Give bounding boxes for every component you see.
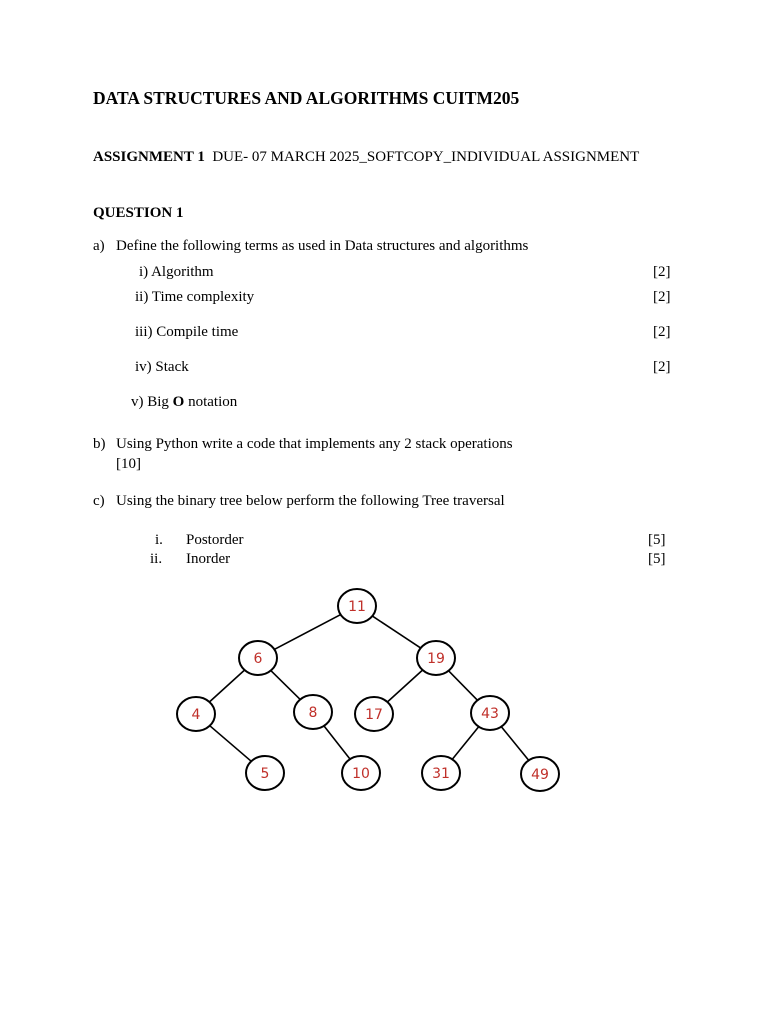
tree-node-label: 43: [481, 706, 499, 722]
tree-edge-11-6: [273, 614, 342, 650]
part-a-text: Define the following terms as used in Data structures and algorithms: [116, 238, 529, 254]
marks-inorder: [5]: [648, 551, 666, 567]
tree-node-label: 31: [432, 766, 450, 782]
assignment-detail: DUE- 07 MARCH 2025_SOFTCOPY_INDIVIDUAL ASSIGNMENT: [212, 149, 640, 165]
traversal-postorder: Postorder: [186, 532, 244, 548]
part-b-letter: b): [93, 436, 106, 452]
tree-edge-6-8: [270, 670, 301, 700]
tree-node-label: 8: [308, 705, 318, 721]
tree-node-49: [521, 757, 559, 791]
term-big-o-bold: O: [172, 394, 185, 410]
tree-node-6: [239, 641, 277, 675]
document-title: DATA STRUCTURES AND ALGORITHMS CUITM205: [93, 88, 520, 108]
term-stack: iv) Stack: [135, 359, 189, 375]
assignment-label: ASSIGNMENT 1: [93, 149, 205, 165]
tree-node-label: 4: [191, 707, 201, 723]
marks-algorithm: [2]: [653, 264, 671, 280]
tree-node-label: 49: [531, 767, 549, 783]
term-big-o-suffix: notation: [184, 394, 238, 410]
tree-node-4: [177, 697, 215, 731]
tree-node-label: 19: [427, 651, 445, 667]
term-big-o-prefix: v) Big: [131, 394, 173, 410]
tree-edge-43-31: [452, 726, 479, 760]
tree-node-19: [417, 641, 455, 675]
tree-edge-4-5: [209, 725, 252, 762]
part-c-text: Using the binary tree below perform the following Tree traversal: [116, 493, 505, 509]
term-time-complexity: ii) Time complexity: [135, 289, 255, 305]
tree-edge-19-17: [387, 669, 424, 702]
traversal-num-2: ii.: [150, 551, 163, 567]
tree-node-label: 10: [352, 766, 370, 782]
tree-node-label: 11: [348, 599, 366, 615]
question-heading: QUESTION 1: [93, 205, 184, 221]
tree-node-43: [471, 696, 509, 730]
part-b-marks: [10]: [116, 456, 141, 472]
part-a-letter: a): [93, 238, 105, 254]
part-c-letter: c): [93, 493, 105, 509]
tree-edge-8-10: [324, 725, 351, 759]
tree-node-label: 17: [365, 707, 383, 723]
tree-node-8: [294, 695, 332, 729]
tree-edge-19-43: [448, 670, 478, 701]
tree-node-5: [246, 756, 284, 790]
tree-edge-6-4: [209, 669, 246, 702]
tree-edge-43-49: [501, 726, 529, 761]
marks-stack: [2]: [653, 359, 671, 375]
tree-node-17: [355, 697, 393, 731]
traversal-num-1: i.: [155, 532, 163, 548]
tree-edge-11-19: [371, 615, 421, 648]
tree-node-label: 5: [260, 766, 270, 782]
traversal-inorder: Inorder: [186, 551, 231, 567]
tree-node-10: [342, 756, 380, 790]
part-b-text: Using Python write a code that implements any 2 stack operations: [116, 436, 513, 452]
tree-node-label: 6: [253, 651, 263, 667]
tree-node-31: [422, 756, 460, 790]
tree-node-11: [338, 589, 376, 623]
term-compile-time: iii) Compile time: [135, 324, 239, 340]
term-algorithm: i) Algorithm: [139, 264, 214, 280]
marks-postorder: [5]: [648, 532, 666, 548]
marks-time-complexity: [2]: [653, 289, 671, 305]
marks-compile-time: [2]: [653, 324, 671, 340]
